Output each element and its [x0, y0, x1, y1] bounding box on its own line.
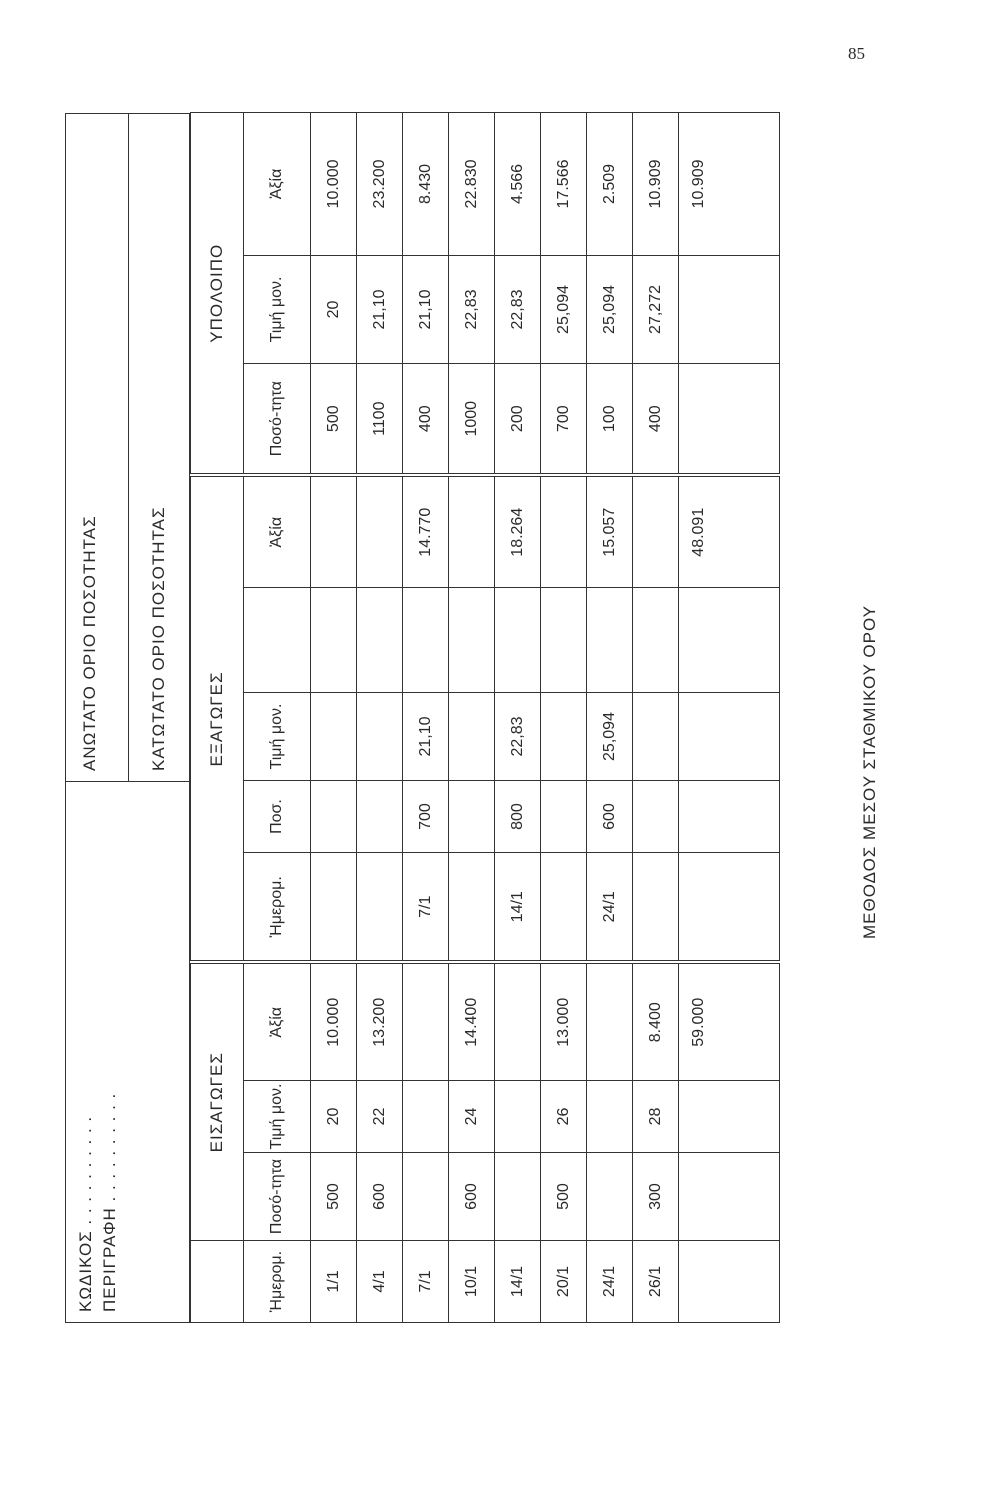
cell-imp-value: 14.400: [449, 963, 495, 1081]
lower-limit-box: [129, 114, 191, 782]
cell-exp-price: [541, 693, 587, 781]
stock-ledger-card: [65, 113, 835, 1323]
cell-imp-qty: 500: [541, 1153, 587, 1241]
cell-bal-price: 20: [311, 255, 357, 363]
card-header: [65, 113, 190, 1323]
cell-bal-qty: 400: [633, 363, 679, 475]
cell-date: 10/1: [449, 1241, 495, 1323]
cell-date: 14/1: [495, 1241, 541, 1323]
method-caption: ΜΕΘΟΔΟΣ ΜΕΣΟΥ ΣΤΑΘΜΙΚΟΥ ΟΡΟΥ: [860, 604, 879, 940]
blank-group-cell: [191, 1241, 244, 1323]
cell-bal-price: [679, 255, 780, 363]
cell-exp-date: [449, 853, 495, 963]
cell-exp-blank: [311, 588, 357, 693]
cell-date: 20/1: [541, 1241, 587, 1323]
cell-exp-date: [541, 853, 587, 963]
cell-bal-value: 22.830: [449, 112, 495, 255]
cell-imp-qty: [587, 1153, 633, 1241]
cell-exp-date: [357, 853, 403, 963]
exports-group-header: ΕΞΑΓΩΓΕΣ: [191, 475, 244, 962]
cell-date: 1/1: [311, 1241, 357, 1323]
cell-bal-price: 21,10: [403, 255, 449, 363]
column-header-bal-price: Τιμή μον.: [244, 255, 311, 363]
cell-exp-value: 48.091: [679, 475, 780, 587]
cell-bal-price: 25,094: [541, 255, 587, 363]
cell-bal-value: 2.509: [587, 112, 633, 255]
cell-exp-date: [633, 853, 679, 963]
lower-limit-label: ΚΑΤΩΤΑΤΟ ΟΡΙΟ ΠΟΣΟΤΗΤΑΣ: [149, 506, 168, 771]
cell-exp-value: 14.770: [403, 475, 449, 587]
cell-exp-price: [633, 693, 679, 781]
description-label: ΠΕΡΙΓΡΑΦΗ . . . . . . . . . .: [100, 1092, 119, 1312]
cell-imp-value: 13.200: [357, 963, 403, 1081]
cell-exp-qty: [679, 781, 780, 853]
balance-group-header: ΥΠΟΛΟΙΠΟ: [191, 112, 244, 475]
cell-exp-price: [357, 693, 403, 781]
cell-exp-date: [679, 853, 780, 963]
table-row: [311, 112, 357, 1322]
cell-exp-date: 14/1: [495, 853, 541, 963]
page-number: 85: [848, 44, 865, 63]
cell-exp-date: 7/1: [403, 853, 449, 963]
cell-imp-price: 28: [633, 1081, 679, 1153]
cell-imp-value: [403, 963, 449, 1081]
cell-imp-qty: 600: [357, 1153, 403, 1241]
cell-exp-qty: [311, 781, 357, 853]
cell-imp-value: 13.000: [541, 963, 587, 1081]
cell-date: 7/1: [403, 1241, 449, 1323]
cell-bal-price: 22,83: [495, 255, 541, 363]
cell-exp-blank: [587, 588, 633, 693]
column-header-exp-date: Ἡμερομ.: [244, 853, 311, 963]
cell-exp-blank: [679, 588, 780, 693]
column-header-imp-qty: Ποσό-τητα: [244, 1153, 311, 1241]
table-row: [495, 112, 541, 1322]
cell-exp-qty: [357, 781, 403, 853]
cell-exp-price: 21,10: [403, 693, 449, 781]
cell-exp-date: 24/1: [587, 853, 633, 963]
cell-exp-value: [541, 475, 587, 587]
cell-exp-price: [449, 693, 495, 781]
cell-exp-blank: [357, 588, 403, 693]
cell-imp-value: 8.400: [633, 963, 679, 1081]
cell-imp-value: 59.000: [679, 963, 780, 1081]
cell-imp-qty: 500: [311, 1153, 357, 1241]
cell-exp-date: [311, 853, 357, 963]
table-row: [587, 112, 633, 1322]
cell-date: 26/1: [633, 1241, 679, 1323]
code-label: ΚΩΔΙΚΟΣ . . . . . . . . . .: [76, 1115, 95, 1312]
cell-imp-price: 26: [541, 1081, 587, 1153]
cell-bal-qty: 100: [587, 363, 633, 475]
cell-imp-value: [495, 963, 541, 1081]
cell-date: [679, 1241, 780, 1323]
upper-limit-label: ΑΝΩΤΑΤΟ ΟΡΙΟ ΠΟΣΟΤΗΤΑΣ: [80, 515, 99, 771]
column-header-date: Ἡμερομ.: [244, 1241, 311, 1323]
cell-date: 4/1: [357, 1241, 403, 1323]
cell-exp-blank: [495, 588, 541, 693]
cell-imp-price: [495, 1081, 541, 1153]
cell-bal-value: 4.566: [495, 112, 541, 255]
cell-exp-qty: [541, 781, 587, 853]
column-header-imp-price: Τιμή μον.: [244, 1081, 311, 1153]
cell-imp-qty: 300: [633, 1153, 679, 1241]
cell-bal-value: 8.430: [403, 112, 449, 255]
table-row: [449, 112, 495, 1322]
cell-imp-qty: [495, 1153, 541, 1241]
cell-exp-value: 15.057: [587, 475, 633, 587]
cell-imp-qty: [679, 1153, 780, 1241]
imports-group-header: ΕΙΣΑΓΩΓΕΣ: [191, 963, 244, 1241]
cell-exp-value: 18.264: [495, 475, 541, 587]
cell-bal-qty: 1000: [449, 363, 495, 475]
column-header-bal-value: Ἀξία: [244, 112, 311, 255]
upper-limit-box: [66, 114, 129, 782]
cell-date: 24/1: [587, 1241, 633, 1323]
cell-imp-price: 24: [449, 1081, 495, 1153]
ledger-table: [190, 112, 780, 1323]
cell-bal-price: 21,10: [357, 255, 403, 363]
column-header-bal-qty: Ποσό-τητα: [244, 363, 311, 475]
column-header-exp-blank: [244, 588, 311, 693]
cell-exp-value: [633, 475, 679, 587]
table-row: [357, 112, 403, 1322]
cell-bal-qty: 1100: [357, 363, 403, 475]
cell-bal-value: 10.909: [679, 112, 780, 255]
cell-imp-price: 22: [357, 1081, 403, 1153]
cell-bal-value: 10.000: [311, 112, 357, 255]
column-header-exp-value: Ἀξία: [244, 475, 311, 587]
cell-exp-value: [311, 475, 357, 587]
table-row: [541, 112, 587, 1322]
cell-bal-price: 25,094: [587, 255, 633, 363]
column-header-imp-value: Ἀξία: [244, 963, 311, 1081]
totals-row: [679, 112, 780, 1322]
cell-imp-price: [679, 1081, 780, 1153]
cell-bal-qty: 700: [541, 363, 587, 475]
table-row: [633, 112, 679, 1322]
cell-imp-value: [587, 963, 633, 1081]
cell-bal-qty: 500: [311, 363, 357, 475]
column-header-exp-price: Τιμή μον.: [244, 693, 311, 781]
cell-imp-qty: [403, 1153, 449, 1241]
cell-imp-price: [587, 1081, 633, 1153]
cell-exp-qty: [633, 781, 679, 853]
table-row: [403, 112, 449, 1322]
cell-imp-price: 20: [311, 1081, 357, 1153]
cell-bal-value: 23.200: [357, 112, 403, 255]
cell-exp-value: [449, 475, 495, 587]
cell-bal-price: 27,272: [633, 255, 679, 363]
cell-exp-price: [679, 693, 780, 781]
cell-exp-blank: [403, 588, 449, 693]
cell-bal-qty: 400: [403, 363, 449, 475]
cell-imp-price: [403, 1081, 449, 1153]
cell-bal-price: 22,83: [449, 255, 495, 363]
cell-exp-qty: [449, 781, 495, 853]
cell-exp-blank: [541, 588, 587, 693]
cell-exp-qty: 700: [403, 781, 449, 853]
cell-exp-qty: 800: [495, 781, 541, 853]
cell-bal-qty: 200: [495, 363, 541, 475]
cell-exp-blank: [633, 588, 679, 693]
cell-exp-value: [357, 475, 403, 587]
cell-exp-price: 22,83: [495, 693, 541, 781]
cell-bal-value: 17.566: [541, 112, 587, 255]
cell-exp-blank: [449, 588, 495, 693]
cell-imp-qty: 600: [449, 1153, 495, 1241]
cell-exp-qty: 600: [587, 781, 633, 853]
cell-exp-price: 25,094: [587, 693, 633, 781]
cell-bal-qty: [679, 363, 780, 475]
cell-bal-value: 10.909: [633, 112, 679, 255]
column-header-exp-qty: Ποσ.: [244, 781, 311, 853]
cell-imp-value: 10.000: [311, 963, 357, 1081]
cell-exp-price: [311, 693, 357, 781]
